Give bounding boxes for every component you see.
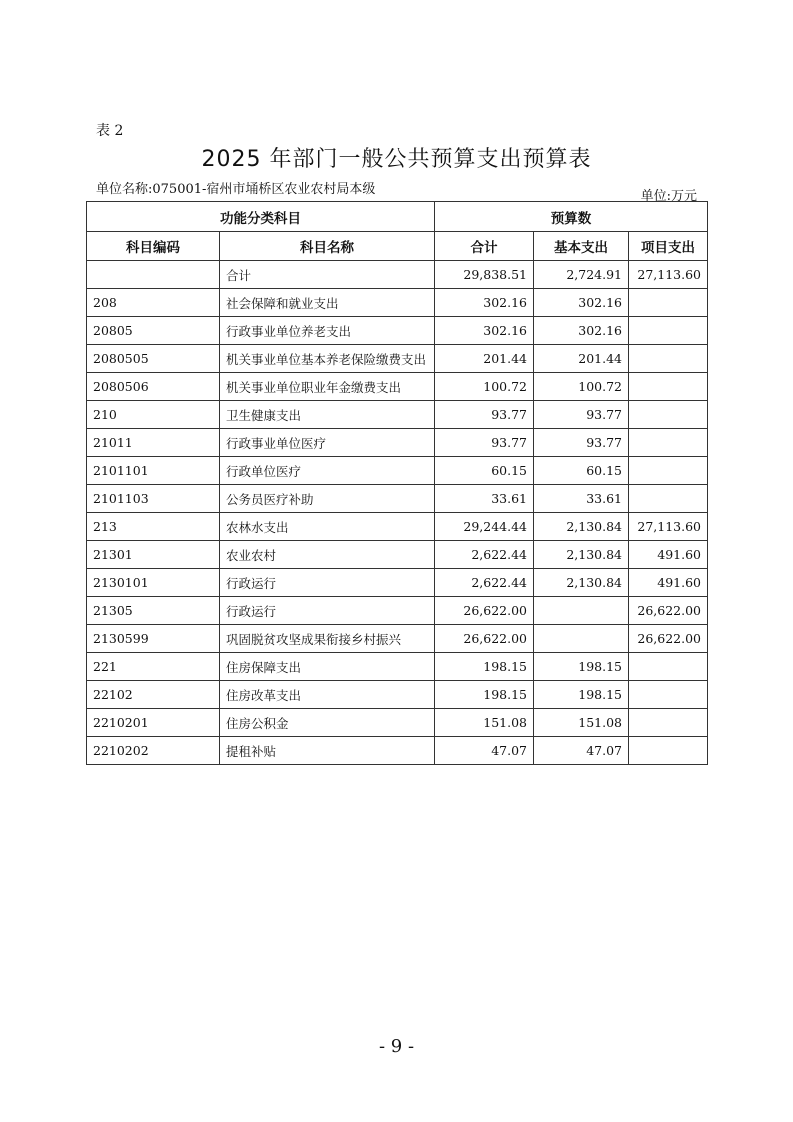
cell-total: 198.15 xyxy=(435,653,534,681)
cell-basic: 2,130.84 xyxy=(534,541,629,569)
budget-table xyxy=(86,201,708,765)
cell-code: 21011 xyxy=(87,429,220,457)
cell-name: 公务员医疗补助 xyxy=(220,485,435,513)
cell-basic: 93.77 xyxy=(534,429,629,457)
cell-basic: 151.08 xyxy=(534,709,629,737)
cell-total: 26,622.00 xyxy=(435,625,534,653)
cell-basic: 93.77 xyxy=(534,401,629,429)
cell-code: 221 xyxy=(87,653,220,681)
cell-basic: 302.16 xyxy=(534,289,629,317)
cell-code: 208 xyxy=(87,289,220,317)
table-row xyxy=(87,429,708,457)
cell-code: 2210202 xyxy=(87,737,220,765)
cell-total: 201.44 xyxy=(435,345,534,373)
cell-code: 2101103 xyxy=(87,485,220,513)
header-column-row xyxy=(87,232,708,261)
cell-code: 213 xyxy=(87,513,220,541)
cell-project xyxy=(629,401,708,429)
cell-project xyxy=(629,653,708,681)
table-row xyxy=(87,485,708,513)
table-row xyxy=(87,625,708,653)
cell-total: 33.61 xyxy=(435,485,534,513)
cell-project: 27,113.60 xyxy=(629,261,708,289)
cell-project: 26,622.00 xyxy=(629,597,708,625)
table-row xyxy=(87,289,708,317)
cell-total: 93.77 xyxy=(435,401,534,429)
cell-project xyxy=(629,485,708,513)
table-row xyxy=(87,737,708,765)
header-budget-group: 预算数 xyxy=(435,202,708,232)
table-row xyxy=(87,597,708,625)
cell-name: 机关事业单位职业年金缴费支出 xyxy=(220,373,435,401)
cell-code: 2130599 xyxy=(87,625,220,653)
cell-name: 农林水支出 xyxy=(220,513,435,541)
cell-basic: 302.16 xyxy=(534,317,629,345)
cell-project xyxy=(629,289,708,317)
table-row xyxy=(87,541,708,569)
cell-basic xyxy=(534,597,629,625)
cell-total: 2,622.44 xyxy=(435,541,534,569)
cell-basic: 47.07 xyxy=(534,737,629,765)
cell-basic: 198.15 xyxy=(534,681,629,709)
cell-total: 2,622.44 xyxy=(435,569,534,597)
cell-code: 2130101 xyxy=(87,569,220,597)
cell-code xyxy=(87,261,220,289)
cell-name: 巩固脱贫攻坚成果衔接乡村振兴 xyxy=(220,625,435,653)
unit-name: 单位名称:075001-宿州市埇桥区农业农村局本级 xyxy=(96,182,376,197)
cell-name: 合计 xyxy=(220,261,435,289)
cell-total: 302.16 xyxy=(435,317,534,345)
cell-total: 29,244.44 xyxy=(435,513,534,541)
header-function-group: 功能分类科目 xyxy=(87,202,435,232)
budget-table-body xyxy=(87,261,708,765)
cell-name: 提租补贴 xyxy=(220,737,435,765)
cell-basic: 198.15 xyxy=(534,653,629,681)
page-number: - 9 - xyxy=(378,1036,415,1057)
table-row xyxy=(87,261,708,289)
cell-total: 29,838.51 xyxy=(435,261,534,289)
cell-project: 27,113.60 xyxy=(629,513,708,541)
cell-project: 491.60 xyxy=(629,541,708,569)
header-name: 科目名称 xyxy=(220,232,435,261)
cell-total: 47.07 xyxy=(435,737,534,765)
header-total: 合计 xyxy=(435,232,534,261)
cell-code: 2080505 xyxy=(87,345,220,373)
table-row xyxy=(87,457,708,485)
cell-name: 行政事业单位医疗 xyxy=(220,429,435,457)
cell-name: 住房改革支出 xyxy=(220,681,435,709)
cell-total: 302.16 xyxy=(435,289,534,317)
cell-total: 93.77 xyxy=(435,429,534,457)
table-row xyxy=(87,373,708,401)
cell-project xyxy=(629,429,708,457)
cell-project xyxy=(629,737,708,765)
table-row xyxy=(87,317,708,345)
table-label: 表 2 xyxy=(96,123,124,139)
cell-project: 26,622.00 xyxy=(629,625,708,653)
table-row xyxy=(87,681,708,709)
cell-total: 100.72 xyxy=(435,373,534,401)
cell-name: 农业农村 xyxy=(220,541,435,569)
table-row xyxy=(87,569,708,597)
cell-basic xyxy=(534,625,629,653)
cell-project xyxy=(629,345,708,373)
table-row xyxy=(87,513,708,541)
cell-code: 2210201 xyxy=(87,709,220,737)
cell-project: 491.60 xyxy=(629,569,708,597)
cell-code: 21301 xyxy=(87,541,220,569)
table-row xyxy=(87,401,708,429)
cell-basic: 2,724.91 xyxy=(534,261,629,289)
cell-project xyxy=(629,457,708,485)
cell-total: 151.08 xyxy=(435,709,534,737)
cell-name: 行政事业单位养老支出 xyxy=(220,317,435,345)
cell-code: 20805 xyxy=(87,317,220,345)
cell-basic: 201.44 xyxy=(534,345,629,373)
cell-basic: 2,130.84 xyxy=(534,513,629,541)
cell-name: 住房保障支出 xyxy=(220,653,435,681)
cell-basic: 100.72 xyxy=(534,373,629,401)
cell-total: 198.15 xyxy=(435,681,534,709)
header-group-row xyxy=(87,202,708,232)
cell-name: 机关事业单位基本养老保险缴费支出 xyxy=(220,345,435,373)
cell-name: 卫生健康支出 xyxy=(220,401,435,429)
cell-code: 2101101 xyxy=(87,457,220,485)
cell-name: 行政运行 xyxy=(220,569,435,597)
cell-basic: 33.61 xyxy=(534,485,629,513)
table-row xyxy=(87,653,708,681)
cell-total: 26,622.00 xyxy=(435,597,534,625)
cell-name: 社会保障和就业支出 xyxy=(220,289,435,317)
page-title: 2025 年部门一般公共预算支出预算表 xyxy=(201,147,592,172)
cell-code: 210 xyxy=(87,401,220,429)
cell-total: 60.15 xyxy=(435,457,534,485)
unit-measure: 单位:万元 xyxy=(640,189,697,204)
cell-project xyxy=(629,681,708,709)
table-row xyxy=(87,709,708,737)
cell-project xyxy=(629,373,708,401)
header-code: 科目编码 xyxy=(87,232,220,261)
header-project: 项目支出 xyxy=(629,232,708,261)
cell-basic: 60.15 xyxy=(534,457,629,485)
cell-code: 2080506 xyxy=(87,373,220,401)
cell-name: 住房公积金 xyxy=(220,709,435,737)
cell-code: 22102 xyxy=(87,681,220,709)
table-row xyxy=(87,345,708,373)
cell-basic: 2,130.84 xyxy=(534,569,629,597)
cell-code: 21305 xyxy=(87,597,220,625)
header-basic: 基本支出 xyxy=(534,232,629,261)
cell-project xyxy=(629,317,708,345)
cell-name: 行政运行 xyxy=(220,597,435,625)
cell-name: 行政单位医疗 xyxy=(220,457,435,485)
cell-project xyxy=(629,709,708,737)
